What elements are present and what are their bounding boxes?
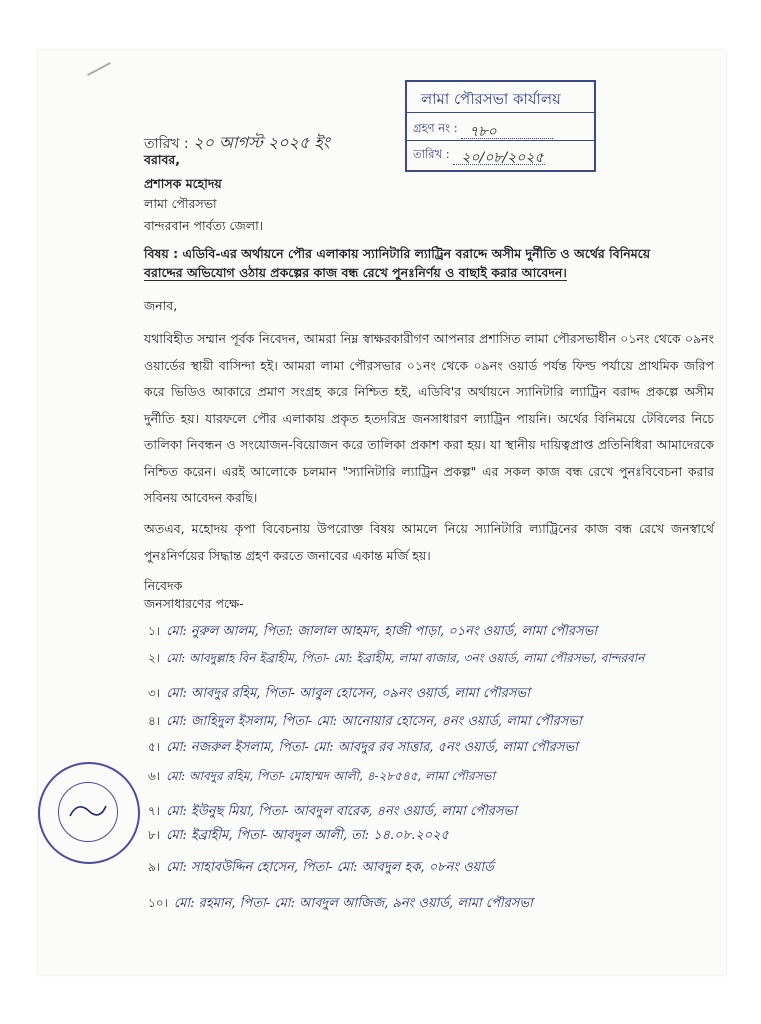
signatory-row	[148, 738, 578, 759]
signatory-signature: মো: ইব্রাহীম, পিতা- আবদুল আলী, তা: ১৪.০৮.২০২৫	[166, 828, 449, 843]
receipt-stamp-title: লামা পৌরসভা কার্যালয়	[421, 90, 561, 108]
date-value: ২০ আগস্ট ২০২৫ ইং	[193, 133, 330, 152]
signatory-number: ১০।	[148, 896, 168, 910]
signatory-number: ৯।	[148, 860, 161, 874]
subject-line-1: এডিবি-এর অর্থায়নে পৌর এলাকায় স্যানিটারি ল্যাট্রিন বরাদ্দে অসীম দুর্নীতি ও অর্থের বিনিময়ে	[182, 246, 651, 261]
receive-date: ২০/০৮/২০২৫	[461, 150, 544, 166]
signatory-row	[148, 650, 644, 670]
closing-behalf: জনসাধারণের পক্ষে-	[144, 596, 244, 611]
signatory-row	[148, 622, 597, 643]
signatory-signature: মো: আবদুর রহিম, পিতা- আবুল হোসেন, ০৯নং ওয়ার্ড, লামা পৌরসভা	[166, 686, 530, 701]
signatory-row	[148, 802, 517, 823]
subject-label: বিষয় :	[144, 246, 179, 261]
receipt-stamp	[405, 80, 596, 172]
pen-mark	[87, 62, 111, 76]
receive-date-label: তারিখ :	[413, 147, 450, 161]
signatory-row	[148, 712, 582, 733]
signatory-signature: মো: জাহিদুল ইসলাম, পিতা- মো: আনোয়ার হোসেন, ৪নং ওয়ার্ড, লামা পৌরসভা	[166, 714, 582, 729]
signatory-row	[148, 684, 530, 705]
date-label: তারিখ :	[144, 136, 189, 152]
signatory-signature: মো: নুরুল আলম, পিতা: জালাল আহমদ, হাজী পাড়া, ০১নং ওয়ার্ড, লামা পৌরসভা	[166, 624, 598, 639]
closing-applicant: নিবেদক	[144, 578, 183, 593]
signatory-signature: মো: ইউনুছ মিয়া, পিতা- আবদুল বারেক, ৪নং ওয়ার্ড, লামা পৌরসভা	[166, 804, 517, 819]
signatory-row	[148, 858, 494, 879]
body-paragraph-1: যথাবিহীত সম্মান পূর্বক নিবেদন, আমরা নিম্ন স্বাক্ষরকারীগণ আপনার প্রশাসিত লামা পৌরসভাধীন ০১নং থেকে ০৯নং ওয়ার্ডের স্থায়ী বাসিন্দা হই। আমরা লামা পৌরসভার ০১নং থেকে ০৯নং ওয়ার্ড পর্যন্ত ফিল্ড পর্যায়ে প্রাথমিক জরিপ করে ভিডিও আকারে প্রমাণ সংগ্রহ করে নিশ্চিত হই, এডিবি'র অর্থায়নে স্যানিটারি ল্যাট্রিন বরাদ্দ প্রকল্পে অসীম দুর্নীতি হয়। যারফলে পৌর এলাকায় প্রকৃত হতদরিদ্র জনসাধারণ ল্যাট্রিন পায়নি। অর্থের বিনিময়ে টেবিলের নিচে তালিকা নিবন্ধন ও সংযোজন-বিয়োজন করে তালিকা প্রকাশ করা হয়। যা স্থানীয় দায়িত্বপ্রাপ্ত প্রতিনিধিরা আমাদেরকে নিশ্চিত করেন। এরই আলোকে চলমান "স্যানিটারি ল্যাট্রিন প্রকল্প" এর সকল কাজ বন্ধ রেখে পুনঃবিবেচনা করার সবিনয় আবেদন করছি।	[144, 331, 714, 505]
addressee-office: লামা পৌরসভা	[144, 196, 217, 211]
signatory-signature: মো: আবদুর রহিম, পিতা- মোহাম্মদ আলী, ৪-২৮৫৪৫, লামা পৌরসভা	[166, 769, 495, 783]
addressee-district: বান্দরবান পার্বত্য জেলা।	[144, 218, 264, 233]
addressee-to: বরাবর,	[144, 152, 181, 167]
salutation: জনাব,	[144, 298, 178, 313]
letter-page	[38, 50, 726, 975]
signatory-row	[148, 894, 533, 915]
signatory-signature: মো: সাহাবউদ্দিন হোসেন, পিতা- মো: আবদুল হক, ০৮নং ওয়ার্ড	[166, 860, 494, 875]
body-paragraph-2: অতএব, মহোদয় কৃপা বিবেচনায় উপরোক্ত বিষয় আমলে নিয়ে স্যানিটারি ল্যাট্রিনের কাজ বন্ধ রেখে জনস্বার্থে পুনঃনির্ণয়ের সিদ্ধান্ত গ্রহণ করতে জনাবের একান্ত মর্জি হয়।	[144, 521, 714, 563]
addressee-title: প্রশাসক মহোদয়	[144, 176, 222, 191]
signatory-number: ৭।	[148, 804, 161, 818]
signatory-signature: মো: নজরুল ইসলাম, পিতা- মো: আবদুর রব সাত্তার, ৫নং ওয়ার্ড, লামা পৌরসভা	[166, 740, 578, 755]
signatory-number: ৬।	[148, 769, 161, 783]
receive-label: গ্রহণ নং :	[413, 121, 458, 135]
signatory-signature: মো: আবদুল্লাহ বিন ইব্রাহীম, পিতা- মো: ইব্রাহীম, লামা বাজার, ৩নং ওয়ার্ড, লামা পৌরসভা, বান্দরবান	[166, 651, 645, 665]
office-seal	[38, 762, 140, 864]
signatory-number: ৮।	[148, 828, 161, 842]
subject-line-2: বরাদ্দের অভিযোগ ওঠায় প্রকল্পের কাজ বন্ধ রেখে পুনঃনির্ণয় ও বাছাই করার আবেদন।	[144, 265, 567, 280]
signatory-signature: মো: রহমান, পিতা- মো: আবদুল আজিজ, ৯নং ওয়ার্ড, লামা পৌরসভা	[173, 896, 533, 911]
signatory-row	[148, 826, 449, 847]
subject	[144, 244, 704, 282]
signatory-row	[148, 768, 495, 788]
signatory-number: ১।	[148, 624, 161, 638]
signatory-number: ৪।	[148, 714, 161, 728]
signatory-number: ৩।	[148, 686, 161, 700]
receive-number: ৭৮০	[469, 124, 497, 140]
signatory-number: ২।	[148, 651, 161, 665]
signatory-number: ৫।	[148, 740, 161, 754]
